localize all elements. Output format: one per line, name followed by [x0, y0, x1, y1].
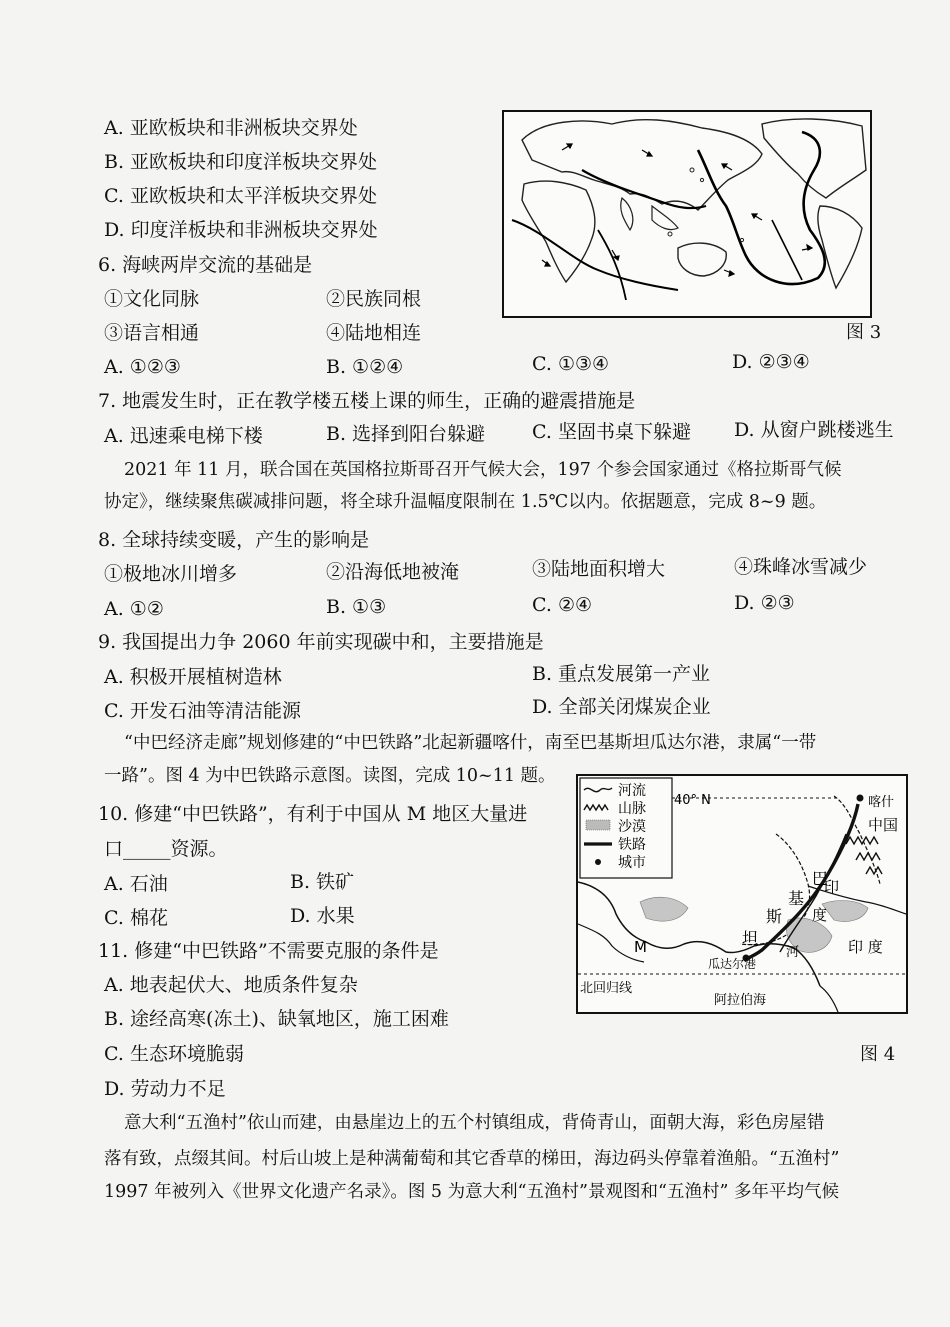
figure3-plate-map — [502, 110, 872, 318]
figure4-caption: 图 4 — [860, 1044, 896, 1065]
q7-option-a: A. 迅速乘电梯下楼 — [104, 425, 263, 447]
label-pak-ba: 巴 — [812, 869, 829, 888]
q9-option-c: C. 开发石油等清洁能源 — [104, 700, 301, 722]
label-gwadar: 瓜达尔港 — [708, 957, 757, 971]
q6-item-4: ④陆地相连 — [326, 322, 422, 344]
passage2-line2: 一路”。图 4 为中巴铁路示意图。读图，完成 10~11 题。 — [104, 766, 556, 786]
q5-option-d: D. 印度洋板块和非洲板块交界处 — [104, 219, 378, 241]
q11-stem: 11. 修建“中巴铁路”不需要克服的条件是 — [98, 940, 439, 962]
q6-option-d: D. ②③④ — [732, 351, 810, 373]
label-indus-du: 度 — [812, 906, 828, 924]
q8-option-a: A. ①② — [104, 598, 164, 620]
passage3-line1: 意大利“五渔村”依山而建，由悬崖边上的五个村镇组成，背倚青山，面朝大海，彩色房屋错 — [124, 1113, 825, 1133]
q7-option-d: D. 从窗户跳楼逃生 — [734, 419, 894, 441]
q9-option-b: B. 重点发展第一产业 — [532, 663, 711, 685]
q6-item-3: ③语言相通 — [104, 322, 200, 344]
label-pak-tan: 坦 — [742, 929, 759, 948]
q8-item-3: ③陆地面积增大 — [532, 558, 666, 580]
q8-item-2: ②沿海低地被淹 — [326, 561, 460, 583]
passage1-line2: 协定》，继续聚焦碳减排问题，将全球升温幅度限制在 1.5℃以内。依据题意，完成 8~9 题。 — [104, 492, 827, 512]
legend-city-symbol — [595, 859, 601, 865]
label-m-region: M — [634, 938, 647, 956]
q9-stem: 9. 我国提出力争 2060 年前实现碳中和，主要措施是 — [98, 631, 544, 653]
q11-option-b: B. 途经高寒(冻土)、缺氧地区，施工困难 — [104, 1008, 449, 1030]
q8-stem: 8. 全球持续变暖，产生的影响是 — [98, 529, 370, 551]
passage2-line1: “中巴经济走廊”规划修建的“中巴铁路”北起新疆喀什，南至巴基斯坦瓜达尔港，隶属“一带 — [124, 733, 817, 753]
q6-option-c: C. ①③④ — [532, 353, 610, 375]
q9-option-a: A. 积极开展植树造林 — [104, 666, 282, 688]
q8-option-d: D. ②③ — [734, 592, 795, 614]
lat-40n-label: 40° N — [674, 793, 711, 808]
q10-stem-line1: 10. 修建“中巴铁路”，有利于中国从 M 地区大量进 — [98, 803, 528, 825]
q11-option-c: C. 生态环境脆弱 — [104, 1043, 244, 1065]
legend-desert-label: 沙漠 — [618, 819, 646, 835]
q5-option-a: A. 亚欧板块和非洲板块交界处 — [104, 117, 358, 139]
tropic-of-cancer-label: 北回归线 — [580, 981, 633, 996]
q9-option-d: D. 全部关闭煤炭企业 — [532, 696, 711, 718]
q6-option-b: B. ①②④ — [326, 356, 404, 378]
q6-stem: 6. 海峡两岸交流的基础是 — [98, 254, 313, 276]
passage3-line2: 落有致，点缀其间。村后山坡上是种满葡萄和其它香草的梯田，海边码头停靠着渔船。“五渔村” — [104, 1149, 840, 1169]
q6-option-a: A. ①②③ — [104, 356, 181, 378]
q7-option-c: C. 坚固书桌下躲避 — [532, 421, 691, 443]
passage3-line3: 1997 年被列入《世界文化遗产名录》。图 5 为意大利“五渔村”景观图和“五渔村” 多年平均气候 — [104, 1182, 839, 1202]
q8-item-4: ④珠峰冰雪减少 — [734, 556, 868, 578]
q8-option-b: B. ①③ — [326, 596, 387, 618]
label-india: 印 度 — [848, 938, 883, 956]
label-kashgar: 喀什 — [868, 795, 895, 810]
q11-option-a: A. 地表起伏大、地质条件复杂 — [104, 974, 358, 996]
passage1-line1: 2021 年 11 月，联合国在英国格拉斯哥召开气候大会，197 个参会国家通过《格拉斯哥气候 — [124, 460, 842, 480]
q10-option-d: D. 水果 — [290, 905, 355, 927]
q7-option-b: B. 选择到阳台躲避 — [326, 423, 486, 445]
q11-option-d: D. 劳动力不足 — [104, 1078, 226, 1100]
label-pak-ji: 基 — [788, 889, 805, 908]
q6-item-2: ②民族同根 — [326, 288, 422, 310]
q8-item-1: ①极地冰川增多 — [104, 563, 238, 585]
figure4-railway-map — [576, 774, 908, 1014]
legend-desert-symbol — [586, 820, 610, 830]
legend-railway-label: 铁路 — [618, 837, 646, 853]
q10-option-c: C. 棉花 — [104, 907, 168, 929]
label-pak-si: 斯 — [766, 907, 783, 926]
label-arabian-sea: 阿拉伯海 — [714, 993, 767, 1008]
q8-option-c: C. ②④ — [532, 594, 593, 616]
city-kashgar-marker — [857, 795, 864, 802]
legend-mountain-label: 山脉 — [618, 801, 646, 817]
label-indus-yin: 印 — [824, 878, 840, 896]
q10-option-a: A. 石油 — [104, 873, 168, 895]
legend-city-label: 城市 — [618, 855, 646, 871]
q10-option-b: B. 铁矿 — [290, 871, 355, 893]
q5-option-b: B. 亚欧板块和印度洋板块交界处 — [104, 151, 378, 173]
q5-option-c: C. 亚欧板块和太平洋板块交界处 — [104, 185, 377, 207]
label-china: 中国 — [868, 816, 899, 834]
figure3-caption: 图 3 — [846, 322, 882, 343]
legend-river-label: 河流 — [618, 783, 646, 799]
q6-item-1: ①文化同脉 — [104, 288, 200, 310]
q10-stem-line2: 口_____资源。 — [104, 838, 228, 860]
label-river: 河 — [786, 945, 800, 960]
q7-stem: 7. 地震发生时，正在教学楼五楼上课的师生，正确的避震措施是 — [98, 390, 636, 412]
